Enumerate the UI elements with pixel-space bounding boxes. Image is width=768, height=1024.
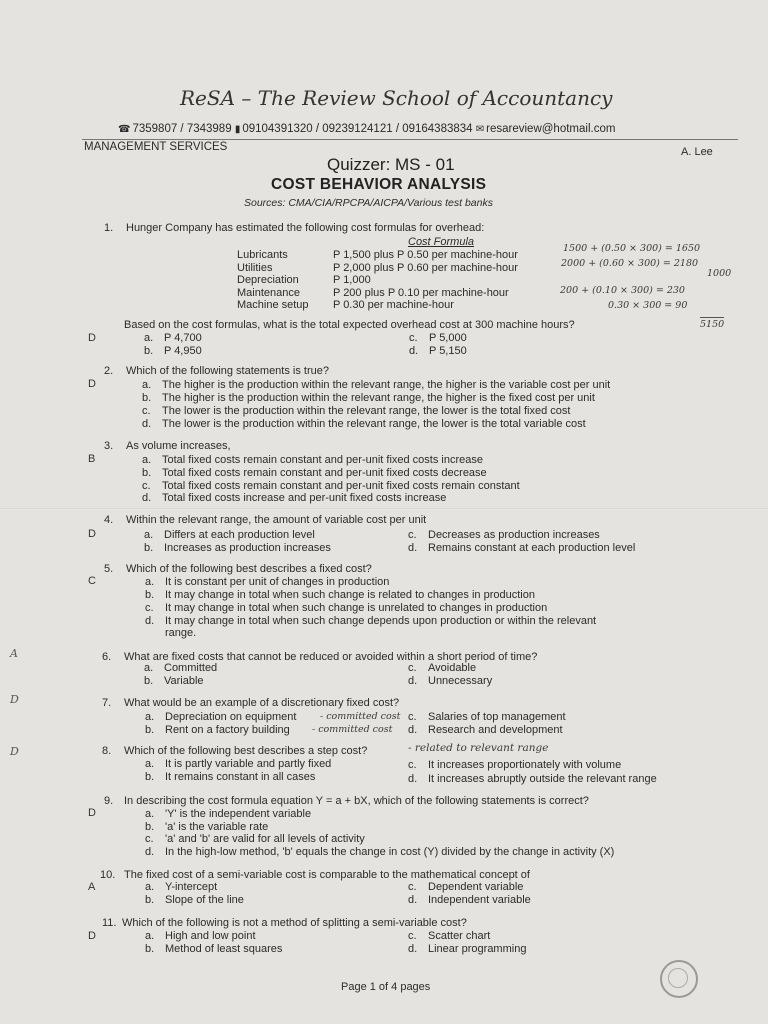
handwritten-note: 2000 + (0.60 × 300) = 2180 [561, 258, 699, 269]
handwritten-note: - committed cost [312, 724, 393, 735]
option-d: d. Total fixed costs increase and per-unit fixed costs increase [142, 492, 447, 504]
option-b: b. Total fixed costs remain constant and per-unit fixed costs decrease [142, 467, 487, 479]
option-d: d. Independent variable [408, 894, 531, 906]
option-a: a. High and low point [145, 930, 256, 942]
department: MANAGEMENT SERVICES [84, 141, 228, 153]
question-number: 1. [104, 222, 114, 234]
school-seal [660, 960, 698, 998]
answer-mark: D [88, 807, 96, 819]
option-a: a. Committed [144, 662, 218, 674]
margin-answer: A [10, 647, 18, 660]
question-stem: What would be an example of a discretionary fixed cost? [124, 697, 400, 709]
margin-answer: D [10, 745, 19, 758]
option-b: b. Variable [144, 675, 204, 687]
option-c: c. Decreases as production increases [408, 529, 600, 541]
question-stem: As volume increases, [126, 440, 231, 452]
answer-mark: A [88, 881, 96, 893]
margin-answer: D [10, 693, 19, 706]
email-address: resareview@hotmail.com [486, 123, 616, 135]
option-b: b. P 4,950 [144, 345, 202, 357]
option-d: d. P 5,150 [409, 345, 467, 357]
option-b: b. Slope of the line [145, 894, 244, 906]
mobile-icon: ▮ [234, 124, 241, 135]
mobile-numbers: 09104391320 / 09239124121 / 09164383834 [242, 123, 473, 135]
option-a: a. The higher is the production within the relevant range, the higher is the variable cost per unit [142, 379, 611, 391]
question-number: 7. [102, 697, 112, 709]
table-row-formula: P 1,000 [333, 274, 371, 286]
question-number: 11. [102, 917, 117, 929]
table-row-formula: P 0.30 per machine-hour [333, 299, 454, 311]
table-row-item: Machine setup [237, 299, 309, 311]
option-a: a. It is constant per unit of changes in production [145, 576, 390, 588]
option-b: b. It remains constant in all cases [145, 771, 316, 783]
header-divider [82, 139, 738, 140]
quizzer-label: Quizzer: MS - 01 [327, 155, 455, 174]
option-b: b. 'a' is the variable rate [145, 821, 269, 833]
question-stem: The fixed cost of a semi-variable cost is comparable to the mathematical concept of [124, 869, 530, 881]
table-row-formula: P 2,000 plus P 0.60 per machine-hour [333, 262, 518, 274]
answer-mark: B [88, 453, 96, 465]
answer-mark: D [88, 332, 96, 344]
phone-icon: ☎ [118, 124, 131, 135]
option-a: a. 'Y' is the independent variable [145, 808, 312, 820]
option-c: c. It may change in total when such change is unrelated to changes in production [145, 602, 548, 614]
option-a: a. P 4,700 [144, 332, 202, 344]
question-number: 6. [102, 651, 112, 663]
table-row-item: Depreciation [237, 274, 299, 286]
option-c: c. The lower is the production within the relevant range, the lower is the total fixed cost [142, 405, 571, 417]
sources: Sources: CMA/CIA/RPCPA/AICPA/Various test banks [244, 197, 493, 209]
question-stem: Within the relevant range, the amount of variable cost per unit [126, 514, 427, 526]
handwritten-note: - committed cost [320, 711, 401, 722]
school-name: ReSA – The Review School of Accountancy [180, 86, 613, 110]
handwritten-note: - related to relevant range [408, 742, 549, 754]
answer-mark: D [88, 378, 96, 390]
option-b: b. The higher is the production within the relevant range, the higher is the fixed cost per unit [142, 392, 595, 404]
option-a: a. It is partly variable and partly fixed [145, 758, 332, 770]
question-number: 4. [104, 514, 114, 526]
page-fold [0, 508, 768, 510]
option-b: b. Rent on a factory building [145, 724, 290, 736]
email-icon: ✉ [475, 124, 485, 135]
answer-mark: D [88, 528, 96, 540]
question-stem: In describing the cost formula equation Y = a + bX, which of the following statements is correct? [124, 795, 589, 807]
option-c: c. It increases proportionately with volume [408, 759, 622, 771]
option-d-continued: range. [165, 627, 197, 639]
option-d: d. Remains constant at each production level [408, 542, 636, 554]
option-c: c. Salaries of top management [408, 711, 566, 723]
handwritten-note: 0.30 × 300 = 90 [608, 300, 688, 311]
option-d: d. It may change in total when such change depends upon production or within the relevant [145, 615, 597, 627]
question-stem: Hunger Company has estimated the following cost formulas for overhead: [126, 222, 485, 234]
contact-line [118, 123, 615, 135]
answer-mark: D [88, 930, 96, 942]
cost-formula-header: Cost Formula [408, 236, 475, 248]
question-number: 5. [104, 563, 114, 575]
question-number: 3. [104, 440, 114, 452]
question-stem: Which of the following statements is true? [126, 365, 329, 377]
option-d: d. In the high-low method, 'b' equals the change in cost (Y) divided by the change in activity (X) [145, 846, 615, 858]
table-row-item: Maintenance [237, 287, 300, 299]
option-b: b. Increases as production increases [144, 542, 331, 554]
option-c: c. 'a' and 'b' are valid for all levels of activity [145, 833, 365, 845]
option-c: c. Scatter chart [408, 930, 491, 942]
option-c: c. Total fixed costs remain constant and per-unit fixed costs remain constant [142, 480, 520, 492]
option-d: d. Unnecessary [408, 675, 493, 687]
option-c: c. P 5,000 [409, 332, 467, 344]
page-number: Page 1 of 4 pages [341, 981, 431, 993]
author: A. Lee [681, 146, 713, 158]
question-number: 8. [102, 745, 112, 757]
question-text: Based on the cost formulas, what is the total expected overhead cost at 300 machine hours? [124, 319, 575, 331]
option-d: d. Linear programming [408, 943, 527, 955]
handwritten-note: 200 + (0.10 × 300) = 230 [560, 285, 685, 296]
table-row-formula: P 200 plus P 0.10 per machine-hour [333, 287, 509, 299]
question-number: 2. [104, 365, 114, 377]
question-stem: Which of the following best describes a step cost? [124, 745, 368, 757]
answer-mark: C [88, 575, 96, 587]
option-a: a. Differs at each production level [144, 529, 315, 541]
phone-numbers: 7359807 / 7343989 [132, 123, 232, 135]
option-a: a. Y-intercept [145, 881, 218, 893]
handwritten-total: 5150 [700, 319, 725, 330]
option-c: c. Avoidable [408, 662, 477, 674]
table-row-item: Utilities [237, 262, 273, 274]
table-row-formula: P 1,500 plus P 0.50 per machine-hour [333, 249, 518, 261]
question-stem: What are fixed costs that cannot be reduced or avoided within a short period of time? [124, 651, 538, 663]
question-number: 9. [104, 795, 114, 807]
option-d: d. The lower is the production within the relevant range, the lower is the total variable cost [142, 418, 586, 430]
question-stem: Which of the following is not a method of splitting a semi-variable cost? [122, 917, 467, 929]
handwritten-note: 1000 [707, 268, 732, 279]
page-title: COST BEHAVIOR ANALYSIS [271, 176, 487, 193]
question-stem: Which of the following best describes a fixed cost? [126, 563, 372, 575]
option-b: b. Method of least squares [145, 943, 283, 955]
table-row-item: Lubricants [237, 249, 288, 261]
option-d: d. It increases abruptly outside the relevant range [408, 773, 657, 785]
option-c: c. Dependent variable [408, 881, 524, 893]
option-b: b. It may change in total when such change is related to changes in production [145, 589, 535, 601]
option-a: a. Total fixed costs remain constant and per-unit fixed costs increase [142, 454, 483, 466]
question-number: 10. [100, 869, 116, 881]
option-a: a. Depreciation on equipment [145, 711, 297, 723]
handwritten-note: 1500 + (0.50 × 300) = 1650 [563, 243, 701, 254]
option-d: d. Research and development [408, 724, 563, 736]
